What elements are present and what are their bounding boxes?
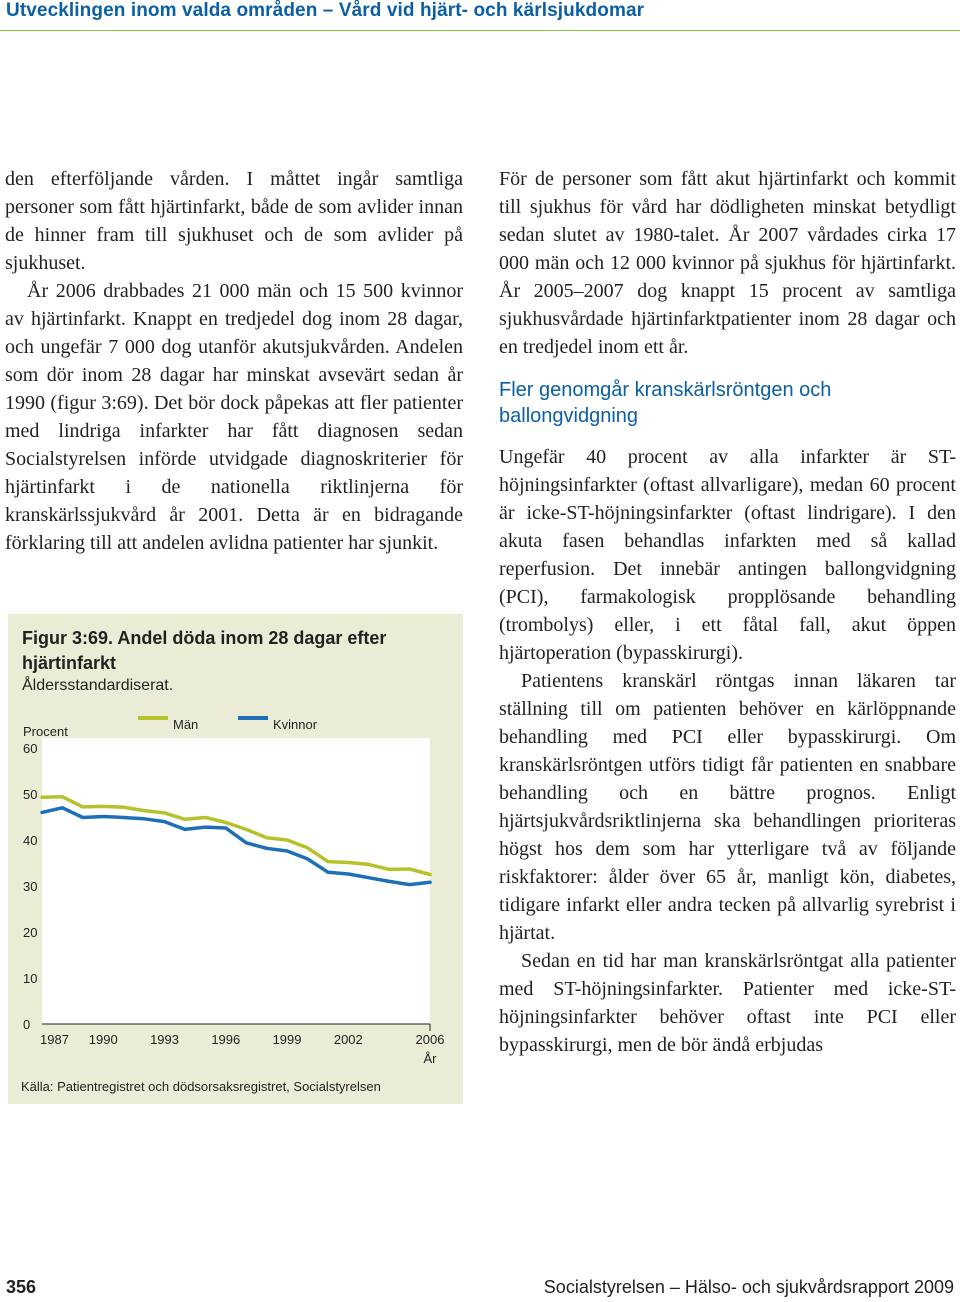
y-tick-label: 40 [23, 833, 38, 848]
body-paragraph: År 2006 drabbades 21 000 män och 15 500 kvinnor av hjärtinfarkt. Knappt en tredjedel dog inom 28 dagar, och ungefär 7 000 dog utanför akutsjukvården. Andelen som dör inom 28 dagar har minskat avsevärt sedan år 1990 (figur 3:69). Det bör dock påpekas att fler patienter med lindriga infarkter har fått diagnosen sedan Socialstyrelsen införde utvidgade diagnoskriterier för hjärtinfarkt i de nationella riktlinjerna för kranskärlssjukvård år 2001. Detta är en bidragande förklaring till att andelen avlidna patienter har sjunkit. [5, 280, 463, 554]
y-tick-label: 50 [23, 787, 38, 802]
y-tick-label: 0 [23, 1017, 31, 1032]
x-axis-label: År [423, 1051, 437, 1066]
figure-subtitle: Åldersstandardiserat. [22, 677, 174, 694]
body-paragraph: Ungefär 40 procent av alla infarkter är ST-höjningsinfarkter (oftast allvarligare), medan 60 procent är icke-ST-höjningsinfarkter (oftast lindrigare). I den akuta fasen behandlas infarkten med så kallad reperfusion. Det innebär antingen ballongvidgning (PCI), farmakologisk propplösande behandling (trombolys) eller, i ett fåtal fall, akut öppen hjärtoperation (bypasskirurgi). [499, 446, 956, 664]
y-tick-label: 30 [23, 879, 38, 894]
publication-name: Socialstyrelsen – Hälso- och sjukvårdsrapport 2009 [543, 1277, 954, 1297]
y-axis-label: Procent [23, 724, 68, 739]
x-tick-label: 1987 [40, 1032, 69, 1047]
x-tick-label: 1996 [211, 1032, 241, 1047]
line-chart [8, 614, 463, 1104]
section-subheading: Fler genomgår kranskärlsröntgen och ballongvidgning [499, 379, 832, 427]
y-tick-label: 10 [23, 971, 38, 986]
figure-title: Figur 3:69. Andel döda inom 28 dagar efter hjärtinfarkt [22, 628, 387, 673]
header-title: Utvecklingen inom valda områden – Vård vid hjärt- och kärlsjukdomar [6, 0, 645, 21]
page-number: 356 [6, 1277, 37, 1297]
body-paragraph: Patientens kranskärl röntgas innan läkaren tar ställning till om patienten behöver en kärlöppnande behandling med PCI eller bypasskirurgi. Om kranskärlsröntgen utförs tidigt får patienten en snabbare behandling och en bättre prognos. Enligt hjärtsjukvårdsriktlinjerna ska behandlingen prioriteras högst hos dem som har ytterligare två av följande riskfaktorer: ålder över 65 år, manligt kön, diabetes, tidigare infarkt eller andra tecken på allvarlig syrebrist i hjärtat. [499, 670, 956, 944]
plot-area [42, 738, 430, 1024]
figure-3-69 [8, 614, 463, 1104]
x-tick-label: 1993 [150, 1032, 179, 1047]
legend-label: Män [173, 717, 199, 732]
x-tick-label: 1999 [272, 1032, 302, 1047]
y-tick-label: 20 [23, 925, 38, 940]
body-paragraph: För de personer som fått akut hjärtinfarkt och kommit till sjukhus för vård har dödligheten minskat betydligt sedan slutet av 1980-talet. År 2007 vårdades cirka 17 000 män och 12 000 kvinnor på sjukhus för hjärtinfarkt. År 2005–2007 dog knappt 15 procent av samtliga sjukhusvårdade hjärtinfarktpatienter inom 28 dagar och en tredjedel inom ett år. [499, 168, 956, 358]
page-header [0, 0, 960, 31]
x-tick-label: 2002 [333, 1032, 363, 1047]
x-tick-label: 1990 [88, 1032, 118, 1047]
figure-source: Källa: Patientregistret och dödsorsaksregistret, Socialstyrelsen [21, 1079, 381, 1094]
y-tick-label: 60 [23, 741, 38, 756]
body-paragraph: Sedan en tid har man kranskärlsröntgat alla patienter med ST-höjningsinfarkter. Patienter med icke-ST-höjningsinfarkter behöver oftast inte PCI eller bypasskirurgi, men de bör ändå erbjudas [499, 950, 956, 1056]
x-tick-label: 2006 [415, 1032, 445, 1047]
legend-label: Kvinnor [273, 717, 318, 732]
left-column [5, 165, 463, 557]
right-column [499, 165, 956, 1059]
body-paragraph: den efterföljande vården. I måttet ingår samtliga personer som fått hjärtinfarkt, både de som avlider innan de hinner fram till sjukhuset och de som avlider på sjukhuset. [5, 168, 463, 274]
